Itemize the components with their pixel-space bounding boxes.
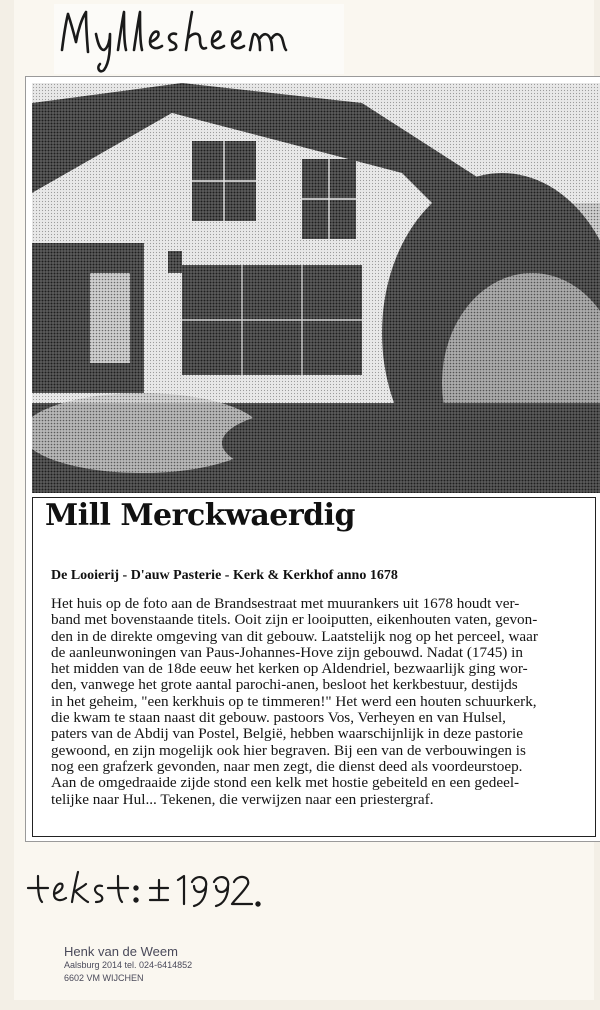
body-line: het midden van de 18de eeuw het kerken op Aldendriel, bezwaarlijk ging wor- — [51, 660, 528, 678]
stamp-name: Henk van de Weem — [64, 944, 178, 959]
handwritten-note-scribble — [22, 868, 262, 928]
article-body — [51, 596, 599, 808]
body-line: den, vanwege het grote aantal parochi-anen, besloot het kerkbestuur, destijds — [51, 676, 518, 694]
stamp-city: 6602 VM WIJCHEN — [64, 973, 144, 983]
house-photo-illustration — [32, 83, 600, 493]
scrapbook-page — [14, 0, 594, 1000]
body-line: telijke naar Hul... Tekenen, die verwijzen naar een priestergraf. — [51, 790, 434, 808]
body-line: de aanleunwoningen van Paus-Johannes-Hove zijn gebouwd. Nadat (1745) in — [51, 643, 523, 661]
body-line: paters van de Abdij van Postel, België, hebben waarschijnlijk in deze pastorie — [51, 725, 523, 743]
body-line: nog een grafzerk gevonden, naar men zegt, die dienst deed als voordeurstoep. — [51, 757, 523, 775]
body-line: Aan de omgedraaide zijde stond een kelk met hostie gebeiteld en een gedeel- — [51, 774, 520, 792]
body-line: gewoond, en zijn mogelijk ook hier begraven. Bij een van de verbouwingen is — [51, 741, 526, 759]
newspaper-clipping — [25, 76, 600, 842]
body-line: den in de direkte omgeving van dit gebouw. Laatstelijk nog op het perceel, waar — [51, 627, 538, 645]
handwritten-note — [22, 868, 262, 928]
handwritten-title — [54, 4, 344, 74]
subheading: De Looierij - D'auw Pasterie - Kerk & Kerkhof anno 1678 — [51, 568, 398, 583]
article — [32, 497, 596, 837]
stamp-address: Aalsburg 2014 tel. 024-6414852 — [64, 960, 193, 970]
body-line: Het huis op de foto aan de Brandsestraat met muurankers uit 1678 houdt ver- — [51, 595, 520, 612]
address-stamp — [64, 944, 264, 985]
body-line: die kwam te staan naast dit gebouw. pastoors Vos, Verheyen en van Hulsel, — [51, 709, 506, 727]
body-line: in het geheim, "een kerkhuis op te timmeren!" Het werd een houten schuurkerk, — [51, 692, 537, 710]
headline: Mill Merckwaerdig — [45, 498, 356, 533]
handwritten-title-scribble — [54, 4, 344, 74]
body-line: band met bovenstaande titels. Ooit zijn er looiputten, eikenhouten vaten, gevon- — [51, 611, 538, 629]
house-photo — [32, 83, 600, 493]
